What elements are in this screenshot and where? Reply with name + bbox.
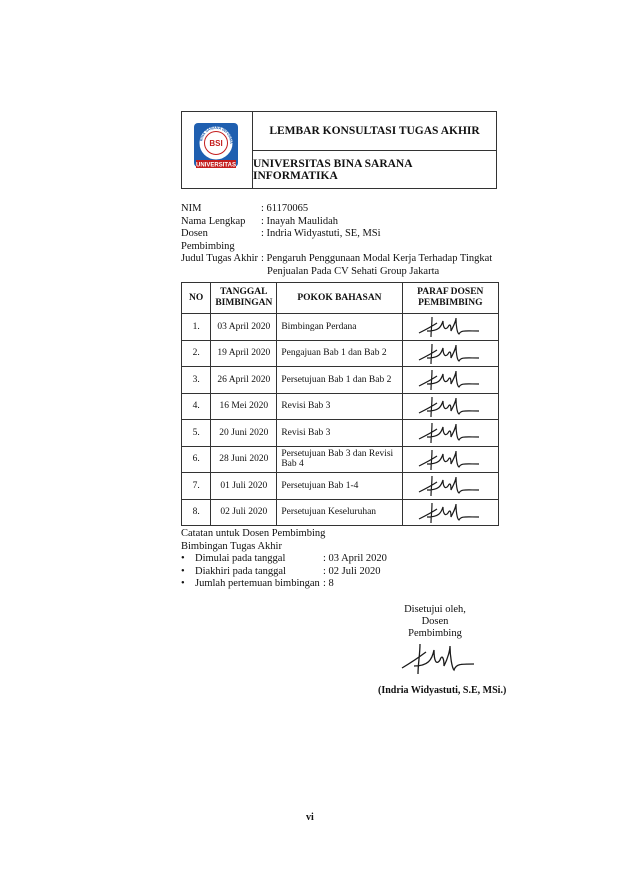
info-value: : Indria Widyastuti, SE, MSi (261, 228, 381, 239)
approval-line1: Disetujui oleh, (404, 604, 466, 615)
notes-item (181, 553, 387, 566)
logo-ring-text: BINA SARANA INFORMA (199, 125, 234, 144)
row-topic: Pengajuan Bab 1 dan Bab 2 (277, 340, 402, 367)
notes-value: : 03 April 2020 (323, 553, 387, 564)
notes-label: Dimulai pada tanggal (195, 553, 286, 564)
row-no: 6. (182, 446, 211, 473)
signature-initials (417, 448, 487, 472)
row-date: 28 Juni 2020 (211, 446, 277, 473)
row-no: 8. (182, 499, 211, 526)
table-header-row (182, 283, 499, 314)
row-date: 02 Juli 2020 (211, 499, 277, 526)
row-date: 16 Mei 2020 (211, 393, 277, 420)
consultation-table (181, 282, 499, 526)
bullet: • (181, 553, 185, 564)
row-signature (402, 446, 498, 473)
document-title: LEMBAR KONSULTASI TUGAS AKHIR (253, 112, 496, 151)
info-row (181, 266, 507, 279)
signature-initials (417, 421, 487, 445)
col-topic: POKOK BAHASAN (277, 283, 402, 314)
supervisor-signature (398, 640, 478, 678)
signature-initials (417, 342, 487, 366)
row-date: 26 April 2020 (211, 367, 277, 394)
info-row (181, 228, 507, 253)
row-signature (402, 340, 498, 367)
row-topic: Persetujuan Bab 3 dan Revisi Bab 4 (277, 446, 402, 473)
thesis-title-cont: Penjualan Pada CV Sehati Group Jakarta (267, 265, 440, 277)
table-row (182, 367, 499, 394)
signature-initials (417, 395, 487, 419)
approval-block (395, 604, 475, 640)
row-signature (402, 367, 498, 394)
bullet: • (181, 565, 185, 577)
university-name: UNIVERSITAS BINA SARANA INFORMATIKA (253, 157, 412, 182)
table-row (182, 420, 499, 447)
row-no: 3. (182, 367, 211, 394)
col-signature (402, 283, 498, 314)
table-row (182, 473, 499, 500)
row-date: 20 Juni 2020 (211, 420, 277, 447)
table-row (182, 499, 499, 526)
approval-line2: Dosen Pembimbing (408, 616, 462, 639)
row-no: 5. (182, 420, 211, 447)
row-signature (402, 393, 498, 420)
notes-item (181, 578, 387, 591)
page-number: vi (306, 812, 314, 823)
notes-heading: Catatan untuk Dosen Pembimbing (181, 528, 326, 539)
info-value: : 61170065 (261, 203, 309, 214)
info-label: Judul Tugas Akhir (181, 253, 259, 264)
row-no: 7. (182, 473, 211, 500)
info-value: : Inayah Maulidah (261, 215, 338, 227)
logo-label: UNIVERSITAS (196, 162, 236, 169)
row-signature (402, 314, 498, 341)
row-topic: Persetujuan Keseluruhan (277, 499, 402, 526)
signature-initials (417, 474, 487, 498)
row-no: 2. (182, 340, 211, 367)
logo-cell (182, 112, 253, 188)
row-signature (402, 473, 498, 500)
table-row (182, 340, 499, 367)
row-no: 1. (182, 314, 211, 341)
table-row (182, 393, 499, 420)
notes-label: Diakhiri pada tanggal (195, 565, 286, 577)
notes-subheading: Bimbingan Tugas Akhir (181, 540, 282, 552)
signature-initials (417, 368, 487, 392)
row-topic: Revisi Bab 3 (277, 393, 402, 420)
row-signature (402, 420, 498, 447)
notes-label: Jumlah pertemuan bimbingan (195, 578, 320, 589)
row-topic: Persetujuan Bab 1 dan Bab 2 (277, 367, 402, 394)
row-topic: Bimbingan Perdana (277, 314, 402, 341)
signer-name: (Indria Widyastuti, S.E, MSi.) (378, 685, 507, 696)
notes-value: : 02 Juli 2020 (323, 565, 381, 577)
info-label: Dosen Pembimbing (181, 228, 235, 252)
supervisor-notes (181, 528, 387, 591)
col-no: NO (182, 283, 211, 314)
row-date: 19 April 2020 (211, 340, 277, 367)
info-label: Nama Lengkap (181, 215, 246, 227)
info-label: NIM (181, 203, 202, 214)
row-signature (402, 499, 498, 526)
row-date: 03 April 2020 (211, 314, 277, 341)
info-row (181, 203, 507, 216)
student-info (181, 203, 507, 278)
col-signature-label: PARAF DOSEN PEMBIMBING (417, 287, 484, 308)
table-row (182, 446, 499, 473)
col-date (211, 283, 277, 314)
row-topic: Persetujuan Bab 1-4 (277, 473, 402, 500)
signature-initials (417, 501, 487, 525)
row-no: 4. (182, 393, 211, 420)
logo-monogram: BSI (209, 139, 223, 148)
table-row (182, 314, 499, 341)
info-value: : Pengaruh Penggunaan Modal Kerja Terhadap Tingkat (261, 253, 493, 264)
signature-initials (417, 315, 487, 339)
notes-item (181, 566, 387, 579)
col-date-label: TANGGAL BIMBINGAN (215, 287, 273, 308)
row-topic: Revisi Bab 3 (277, 420, 402, 447)
bullet: • (181, 578, 185, 589)
row-date: 01 Juli 2020 (211, 473, 277, 500)
university-logo (182, 112, 252, 188)
info-row (181, 253, 507, 266)
document-header (181, 111, 497, 189)
notes-value: : 8 (323, 578, 334, 589)
info-row (181, 216, 507, 229)
